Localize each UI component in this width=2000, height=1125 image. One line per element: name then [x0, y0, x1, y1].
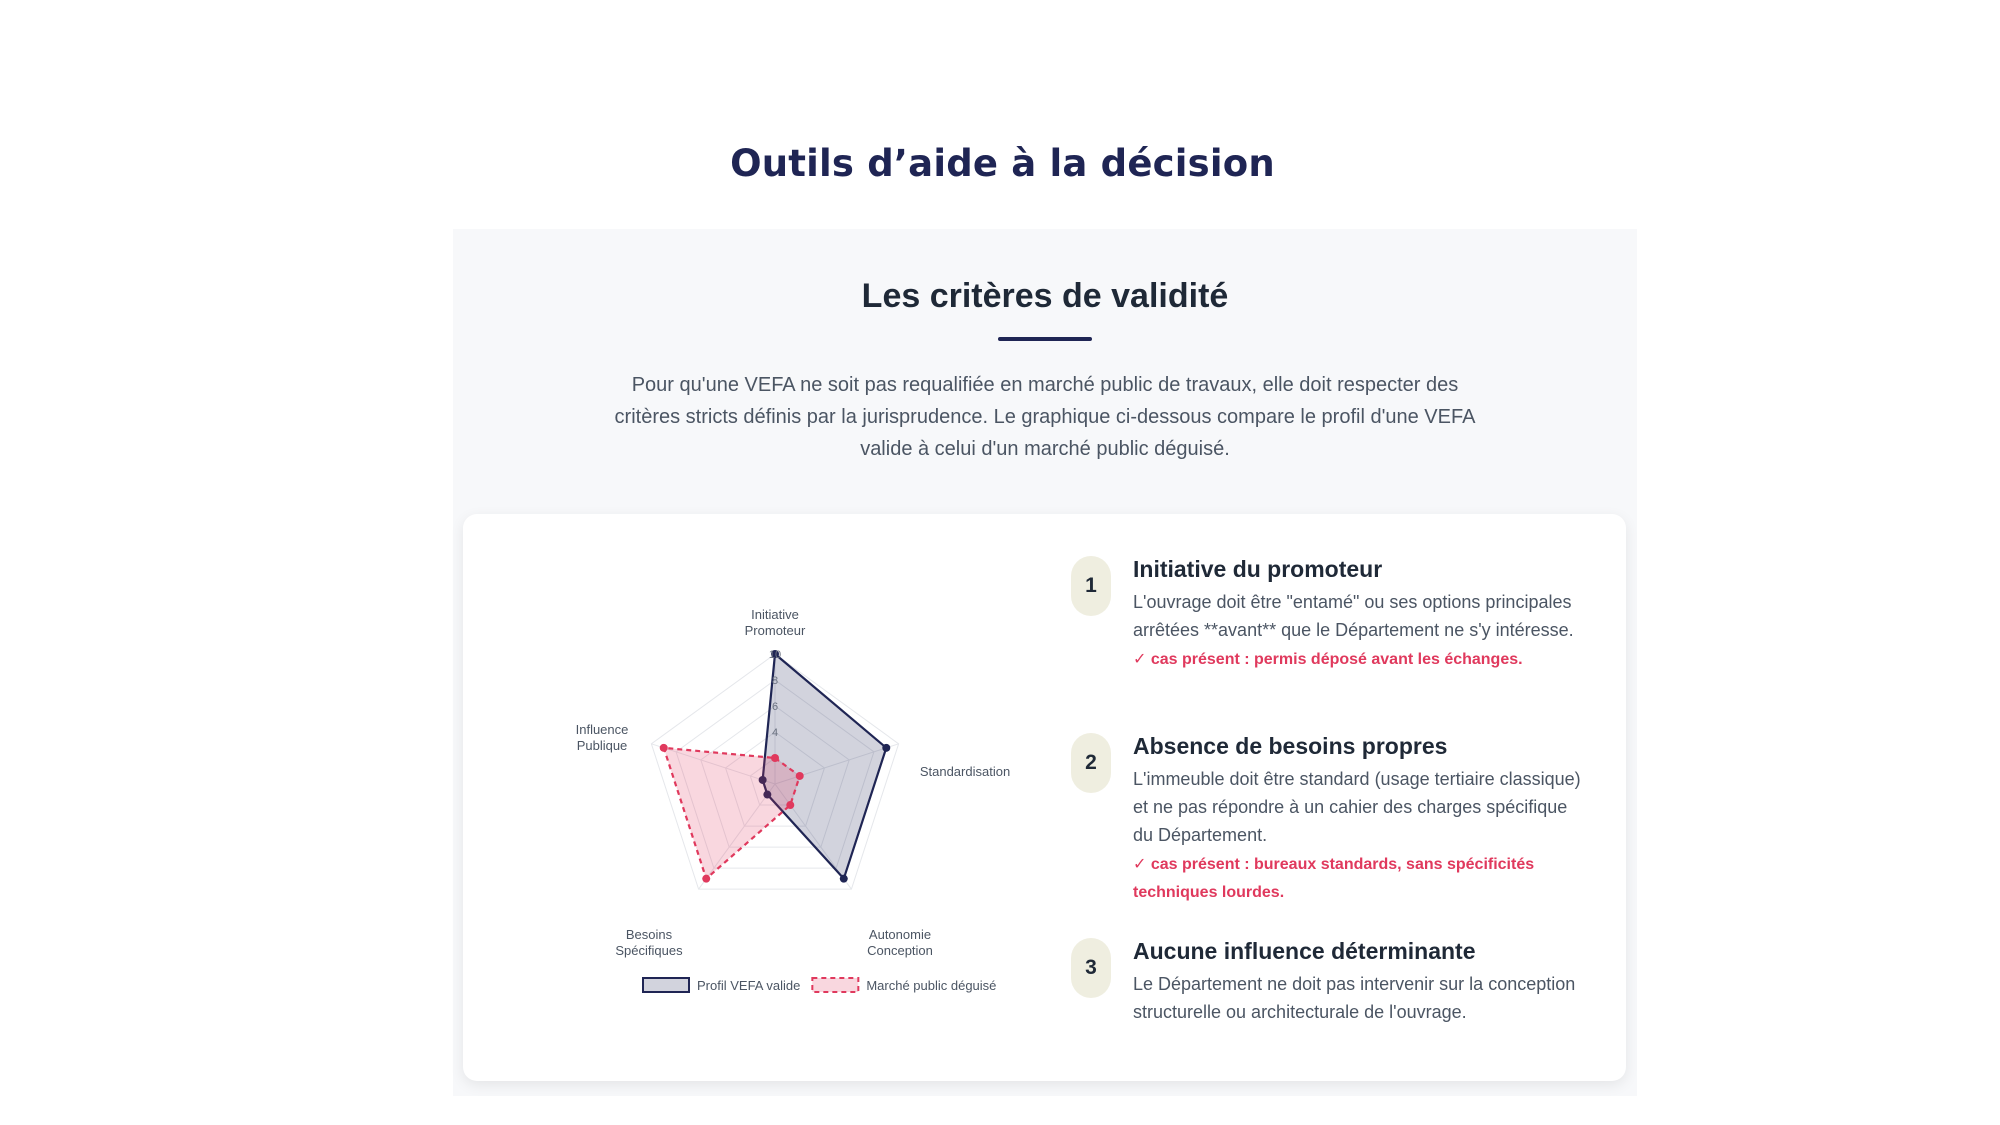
- radar-axis-label: Besoins Spécifiques: [615, 927, 683, 958]
- legend-swatch: [643, 978, 689, 992]
- criterion-item: [1071, 731, 1591, 907]
- radar-data-point: [840, 875, 848, 883]
- radar-tick-label: 4: [771, 727, 779, 739]
- criterion-description: L'ouvrage doit être "entamé" ou ses options principales arrêtées **avant** que le Département ne s'y intéresse.: [1133, 592, 1574, 640]
- radar-legend: [643, 978, 996, 993]
- criterion-title: Absence de besoins propres: [1133, 733, 1448, 759]
- criterion-description: L'immeuble doit être standard (usage tertiaire classique) et ne pas répondre à un cahier des charges spécifique du Département.: [1133, 769, 1581, 845]
- radar-data-point: [702, 875, 710, 883]
- radar-series-area: [664, 748, 800, 879]
- section-intro: Pour qu'une VEFA ne soit pas requalifiée en marché public de travaux, elle doit respecter des critères stricts définis par la jurisprudence. Le graphique ci-dessous compare le profil d'une VEFA valide à celui d'un marché public déguisé.: [614, 374, 1476, 460]
- radar-data-point: [786, 801, 794, 809]
- page-title: Outils d’aide à la décision: [730, 142, 1275, 185]
- radar-chart: [528, 594, 1028, 1014]
- criterion-item: [1071, 554, 1591, 674]
- criterion-number-badge: 1: [1071, 556, 1111, 616]
- radar-data-point: [882, 744, 890, 752]
- radar-axis-label: Influence Publique: [575, 722, 629, 753]
- criterion-item: [1071, 936, 1591, 1026]
- radar-tick-label: 10: [768, 649, 782, 661]
- criterion-note: ✓ cas présent : bureaux standards, sans spécificités techniques lourdes.: [1133, 856, 1535, 901]
- criterion-title: Initiative du promoteur: [1133, 556, 1383, 582]
- criterion-number-badge: 2: [1071, 733, 1111, 793]
- criterion-note: ✓ cas présent : permis déposé avant les échanges.: [1133, 651, 1523, 668]
- radar-chart-container: [528, 594, 1028, 1014]
- legend-label: Profil VEFA valide: [697, 978, 801, 993]
- criterion-description: Le Département ne doit pas intervenir sur la conception structurelle ou architecturale de l'ouvrage.: [1133, 974, 1576, 1022]
- radar-tick-label: 6: [771, 701, 779, 713]
- criterion-title: Aucune influence déterminante: [1133, 938, 1476, 964]
- radar-data-point: [796, 772, 804, 780]
- radar-data-point: [660, 744, 668, 752]
- section-title: Les critères de validité: [861, 277, 1229, 315]
- criteria-card: [463, 514, 1626, 1081]
- title-underline: [998, 337, 1092, 341]
- radar-axis-label: Standardisation: [919, 764, 1011, 779]
- radar-tick-label: 8: [771, 675, 779, 687]
- radar-axis-label: Initiative Promoteur: [744, 607, 806, 638]
- validity-section: [453, 229, 1637, 1096]
- legend-label: Marché public déguisé: [866, 978, 997, 993]
- radar-axis-label: Autonomie Conception: [867, 927, 933, 958]
- radar-data-point: [771, 754, 779, 762]
- legend-swatch: [812, 978, 858, 992]
- criterion-number-badge: 3: [1071, 938, 1111, 998]
